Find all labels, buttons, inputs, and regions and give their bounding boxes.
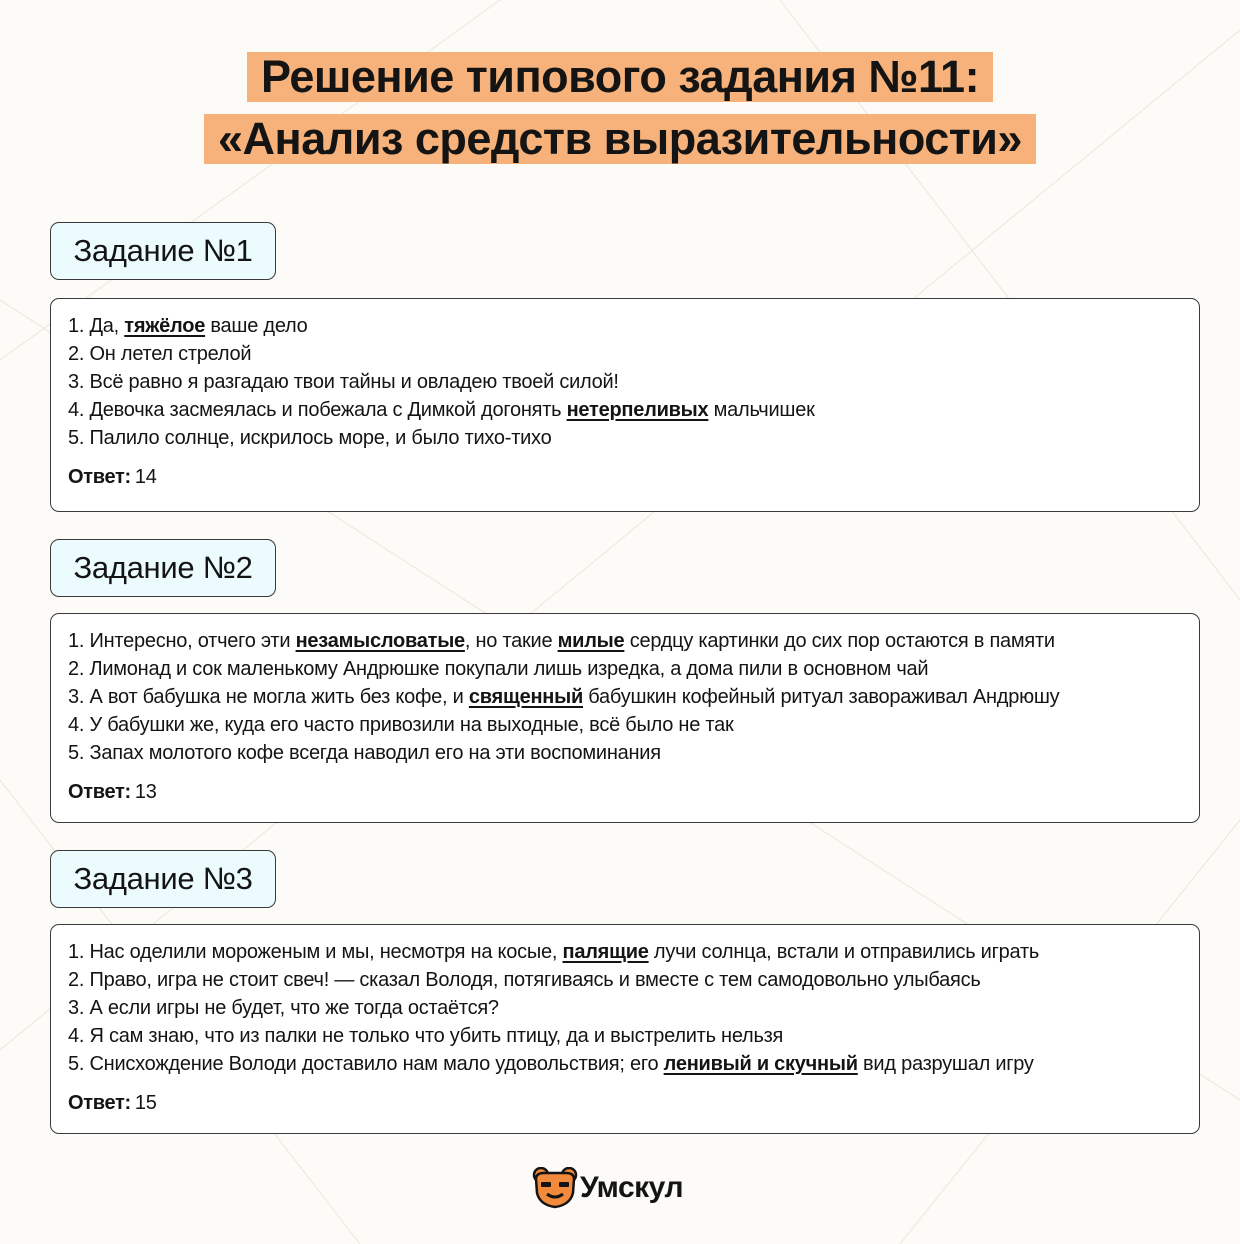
highlighted-word: палящие — [562, 941, 649, 963]
bear-logo-icon — [532, 1167, 578, 1209]
task-2-box — [50, 613, 1200, 823]
task-2-line-3: 3. А вот бабушка не могла жить без кофе, и священный бабушкин кофейный ритуал завораживал Андрюшу — [68, 686, 1060, 708]
task-2-label: Задание №2 — [73, 550, 253, 585]
task-3-line-1: 1. Нас оделили мороженым и мы, несмотря на косые, палящие лучи солнца, встали и отправились играть — [68, 941, 1040, 963]
task-2-answer: Ответ: 13 — [68, 781, 157, 803]
task-3-tab — [50, 850, 276, 908]
highlighted-word: ленивый и скучный — [663, 1053, 858, 1075]
page-title — [0, 52, 1240, 164]
task-3-box — [50, 924, 1200, 1134]
task-2-line-5: 5. Запах молотого кофе всегда наводил его на эти воспоминания — [68, 742, 661, 764]
task-1-box — [50, 298, 1200, 512]
highlighted-word: милые — [557, 630, 625, 652]
task-1-line-2: 2. Он летел стрелой — [68, 343, 252, 365]
task-3-line-4: 4. Я сам знаю, что из палки не только что убить птицу, да и выстрелить нельзя — [68, 1025, 784, 1047]
task-2-tab — [50, 539, 276, 597]
task-3-line-5: 5. Снисхождение Володи доставило нам мало удовольствия; его ленивый и скучный вид разрушал игру — [68, 1053, 1034, 1075]
task-2-line-1: 1. Интересно, отчего эти незамысловатые, но такие милые сердцу картинки до сих пор остаются в памяти — [68, 630, 1055, 652]
task-3-line-3: 3. А если игры не будет, что же тогда остаётся? — [68, 997, 499, 1019]
highlighted-word: священный — [468, 686, 583, 708]
task-1-line-5: 5. Палило солнце, искрилось море, и было тихо-тихо — [68, 427, 552, 449]
task-1-label: Задание №1 — [73, 233, 253, 268]
task-1-answer: Ответ: 14 — [68, 466, 157, 488]
highlighted-word: нетерпеливых — [566, 399, 709, 421]
task-1-line-4: 4. Девочка засмеялась и побежала с Димкой догонять нетерпеливых мальчишек — [68, 399, 815, 421]
task-3-line-2: 2. Право, игра не стоит свеч! — сказал Володя, потягиваясь и вместе с тем самодовольно улыбаясь — [68, 969, 981, 991]
task-1-tab — [50, 222, 276, 280]
brand-name: Умскул — [580, 1171, 684, 1204]
task-2-line-2: 2. Лимонад и сок маленькому Андрюшке покупали лишь изредка, а дома пили в основном чай — [68, 658, 929, 680]
task-1-line-3: 3. Всё равно я разгадаю твои тайны и овладею твоей силой! — [68, 371, 619, 393]
highlighted-word: тяжёлое — [124, 315, 206, 337]
task-3-answer: Ответ: 15 — [68, 1092, 157, 1114]
title-line-1: Решение типового задания №11: — [247, 52, 993, 102]
brand-logo — [532, 1167, 683, 1209]
title-line-2: «Анализ средств выразительности» — [204, 114, 1036, 164]
task-2-line-4: 4. У бабушки же, куда его часто привозили на выходные, всё было не так — [68, 714, 734, 736]
highlighted-word: незамысловатые — [295, 630, 465, 652]
task-3-label: Задание №3 — [73, 861, 253, 896]
task-1-line-1: 1. Да, тяжёлое ваше дело — [68, 315, 308, 337]
